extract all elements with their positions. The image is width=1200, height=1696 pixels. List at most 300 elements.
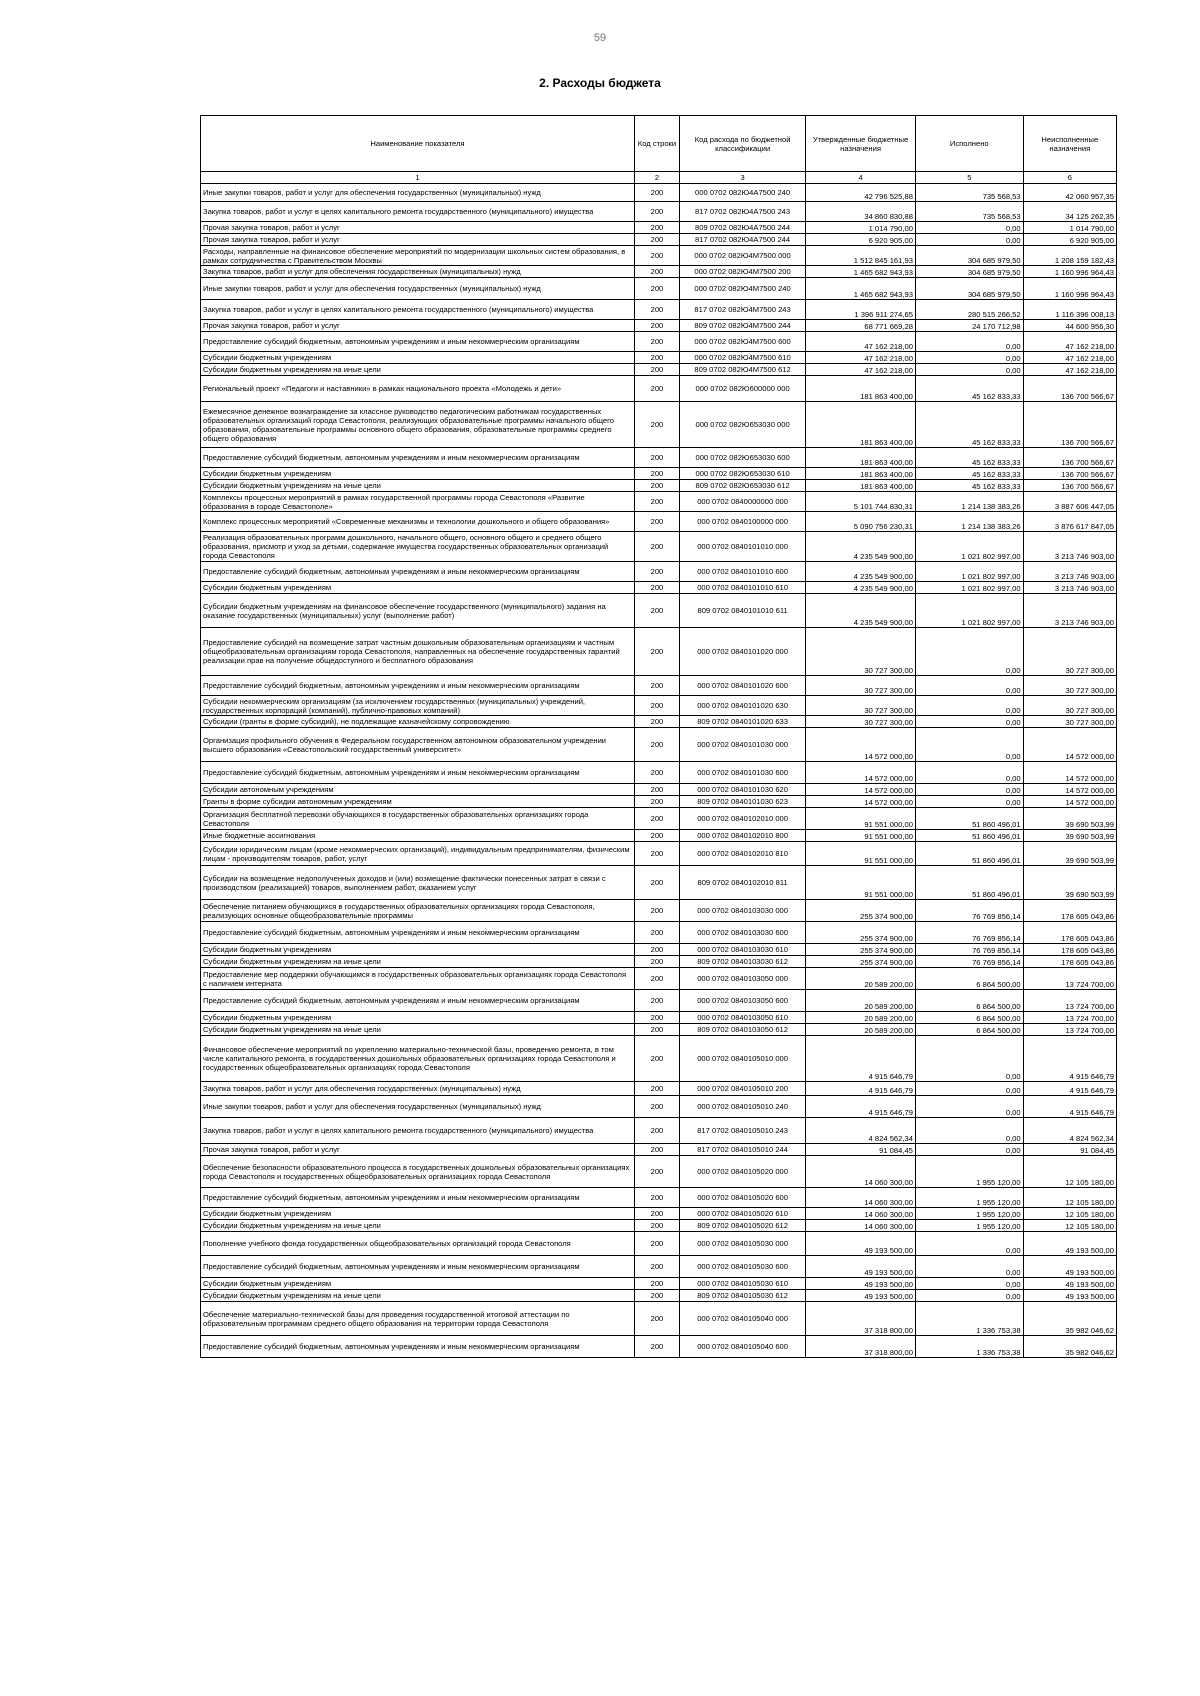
row-unexecuted: 49 193 500,00 <box>1023 1256 1116 1278</box>
row-unexecuted: 49 193 500,00 <box>1023 1278 1116 1290</box>
row-executed: 0,00 <box>915 352 1023 364</box>
row-approved: 181 863 400,00 <box>806 480 916 492</box>
row-approved: 14 572 000,00 <box>806 784 916 796</box>
row-name: Субсидии бюджетным учреждениям <box>201 944 635 956</box>
row-name: Субсидии (гранты в форме субсидий), не подлежащие казначейскому сопровождению <box>201 716 635 728</box>
row-budget-code: 817 0702 082Ю4А7500 243 <box>680 202 806 222</box>
row-name: Субсидии бюджетным учреждениям на финансовое обеспечение государственного (муниципального) задания на оказание государственных (муниципальных) услуг (выполнение работ) <box>201 594 635 628</box>
row-approved: 6 920 905,00 <box>806 234 916 246</box>
row-unexecuted: 30 727 300,00 <box>1023 676 1116 696</box>
row-budget-code: 000 0702 0840103030 600 <box>680 922 806 944</box>
row-budget-code: 000 0702 0840105020 610 <box>680 1208 806 1220</box>
row-line-code: 200 <box>634 532 679 562</box>
row-line-code: 200 <box>634 1012 679 1024</box>
row-approved: 91 551 000,00 <box>806 830 916 842</box>
row-unexecuted: 136 700 566,67 <box>1023 376 1116 402</box>
row-name: Субсидии бюджетным учреждениям <box>201 1012 635 1024</box>
table-row <box>201 512 1117 532</box>
row-executed: 0,00 <box>915 628 1023 676</box>
row-approved: 181 863 400,00 <box>806 402 916 448</box>
row-unexecuted: 12 105 180,00 <box>1023 1220 1116 1232</box>
row-approved: 255 374 900,00 <box>806 900 916 922</box>
table-row <box>201 234 1117 246</box>
row-line-code: 200 <box>634 1302 679 1336</box>
row-unexecuted: 1 116 396 008,13 <box>1023 300 1116 320</box>
row-budget-code: 000 0702 0840101010 600 <box>680 562 806 582</box>
table-row <box>201 944 1117 956</box>
row-budget-code: 809 0702 082Ю4А7500 244 <box>680 222 806 234</box>
row-name: Организация профильного обучения в Федеральном государственном автономном образовательном учреждении высшего образования «Севастопольский государственный университет» <box>201 728 635 762</box>
column-number: 3 <box>680 172 806 184</box>
row-line-code: 200 <box>634 784 679 796</box>
row-approved: 4 235 549 900,00 <box>806 582 916 594</box>
row-approved: 20 589 200,00 <box>806 968 916 990</box>
row-line-code: 200 <box>634 1144 679 1156</box>
row-unexecuted: 3 213 746 903,00 <box>1023 582 1116 594</box>
row-budget-code: 000 0702 0840101030 600 <box>680 762 806 784</box>
row-name: Субсидии бюджетным учреждениям на иные цели <box>201 1024 635 1036</box>
table-row <box>201 1256 1117 1278</box>
row-approved: 1 014 790,00 <box>806 222 916 234</box>
row-approved: 1 512 845 161,93 <box>806 246 916 266</box>
row-executed: 51 860 496,01 <box>915 842 1023 866</box>
row-budget-code: 000 0702 0840105030 000 <box>680 1232 806 1256</box>
row-executed: 0,00 <box>915 1278 1023 1290</box>
row-approved: 91 551 000,00 <box>806 866 916 900</box>
row-line-code: 200 <box>634 448 679 468</box>
row-budget-code: 809 0702 0840102010 811 <box>680 866 806 900</box>
row-executed: 1 021 802 997,00 <box>915 582 1023 594</box>
row-name: Предоставление субсидий бюджетным, автономным учреждениям и иным некоммерческим организациям <box>201 1256 635 1278</box>
row-budget-code: 000 0702 0840102010 000 <box>680 808 806 830</box>
row-budget-code: 000 0702 082Ю600000 000 <box>680 376 806 402</box>
row-executed: 0,00 <box>915 1290 1023 1302</box>
row-unexecuted: 35 982 046,62 <box>1023 1336 1116 1358</box>
table-header-row <box>201 116 1117 172</box>
row-line-code: 200 <box>634 1256 679 1278</box>
table-row <box>201 1082 1117 1096</box>
header-name: Наименование показателя <box>201 116 635 172</box>
row-unexecuted: 3 213 746 903,00 <box>1023 532 1116 562</box>
row-budget-code: 000 0702 0840102010 800 <box>680 830 806 842</box>
row-name: Субсидии бюджетным учреждениям на иные цели <box>201 480 635 492</box>
row-unexecuted: 4 915 646,79 <box>1023 1036 1116 1082</box>
row-unexecuted: 13 724 700,00 <box>1023 1012 1116 1024</box>
row-name: Субсидии бюджетным учреждениям на иные цели <box>201 956 635 968</box>
row-name: Закупка товаров, работ и услуг для обеспечения государственных (муниципальных) нужд <box>201 266 635 278</box>
row-line-code: 200 <box>634 266 679 278</box>
row-line-code: 200 <box>634 716 679 728</box>
table-row <box>201 1144 1117 1156</box>
table-row <box>201 492 1117 512</box>
row-executed: 51 860 496,01 <box>915 830 1023 842</box>
row-unexecuted: 14 572 000,00 <box>1023 728 1116 762</box>
row-budget-code: 000 0702 0840105010 240 <box>680 1096 806 1118</box>
row-unexecuted: 178 605 043,86 <box>1023 956 1116 968</box>
row-unexecuted: 12 105 180,00 <box>1023 1208 1116 1220</box>
header-executed: Исполнено <box>915 116 1023 172</box>
row-approved: 42 796 525,88 <box>806 184 916 202</box>
row-executed: 51 860 496,01 <box>915 808 1023 830</box>
table-row <box>201 842 1117 866</box>
row-unexecuted: 4 915 646,79 <box>1023 1096 1116 1118</box>
table-row <box>201 830 1117 842</box>
row-name: Комплекс процессных мероприятий «Современные механизмы и технологии дошкольного и общего образования» <box>201 512 635 532</box>
row-name: Предоставление субсидий бюджетным, автономным учреждениям и иным некоммерческим организациям <box>201 1188 635 1208</box>
row-line-code: 200 <box>634 990 679 1012</box>
row-line-code: 200 <box>634 594 679 628</box>
row-budget-code: 817 0702 0840105010 244 <box>680 1144 806 1156</box>
row-unexecuted: 39 690 503,99 <box>1023 830 1116 842</box>
table-row <box>201 332 1117 352</box>
row-name: Иные закупки товаров, работ и услуг для обеспечения государственных (муниципальных) нужд <box>201 184 635 202</box>
table-row <box>201 1036 1117 1082</box>
row-unexecuted: 30 727 300,00 <box>1023 716 1116 728</box>
row-approved: 255 374 900,00 <box>806 944 916 956</box>
row-budget-code: 817 0702 082Ю4М7500 243 <box>680 300 806 320</box>
row-executed: 0,00 <box>915 716 1023 728</box>
row-budget-code: 000 0702 0840105040 600 <box>680 1336 806 1358</box>
row-approved: 14 572 000,00 <box>806 796 916 808</box>
row-line-code: 200 <box>634 1278 679 1290</box>
row-budget-code: 809 0702 082Ю4М7500 244 <box>680 320 806 332</box>
row-executed: 76 769 856,14 <box>915 900 1023 922</box>
row-unexecuted: 1 208 159 182,43 <box>1023 246 1116 266</box>
row-unexecuted: 136 700 566,67 <box>1023 480 1116 492</box>
row-executed: 76 769 856,14 <box>915 944 1023 956</box>
table-row <box>201 246 1117 266</box>
row-approved: 30 727 300,00 <box>806 716 916 728</box>
row-line-code: 200 <box>634 796 679 808</box>
row-unexecuted: 136 700 566,67 <box>1023 448 1116 468</box>
row-approved: 47 162 218,00 <box>806 352 916 364</box>
row-line-code: 200 <box>634 246 679 266</box>
row-executed: 1 214 138 383,26 <box>915 492 1023 512</box>
row-executed: 1 955 120,00 <box>915 1208 1023 1220</box>
row-approved: 4 915 646,79 <box>806 1036 916 1082</box>
table-row <box>201 320 1117 332</box>
row-unexecuted: 39 690 503,99 <box>1023 808 1116 830</box>
row-name: Закупка товаров, работ и услуг в целях капитального ремонта государственного (муниципального) имущества <box>201 202 635 222</box>
row-line-code: 200 <box>634 562 679 582</box>
row-approved: 14 060 300,00 <box>806 1220 916 1232</box>
row-unexecuted: 49 193 500,00 <box>1023 1290 1116 1302</box>
row-executed: 6 864 500,00 <box>915 990 1023 1012</box>
row-budget-code: 809 0702 0840105020 612 <box>680 1220 806 1232</box>
row-unexecuted: 4 824 562,34 <box>1023 1118 1116 1144</box>
row-unexecuted: 39 690 503,99 <box>1023 842 1116 866</box>
row-approved: 20 589 200,00 <box>806 990 916 1012</box>
row-budget-code: 809 0702 082Ю653030 612 <box>680 480 806 492</box>
row-unexecuted: 178 605 043,86 <box>1023 922 1116 944</box>
row-approved: 4 235 549 900,00 <box>806 532 916 562</box>
row-executed: 280 515 266,52 <box>915 300 1023 320</box>
row-line-code: 200 <box>634 1024 679 1036</box>
row-unexecuted: 34 125 262,35 <box>1023 202 1116 222</box>
table-row <box>201 1290 1117 1302</box>
row-line-code: 200 <box>634 1036 679 1082</box>
row-budget-code: 000 0702 0840105020 600 <box>680 1188 806 1208</box>
page-number: 59 <box>593 32 607 44</box>
row-executed: 0,00 <box>915 762 1023 784</box>
row-budget-code: 000 0702 0840105020 000 <box>680 1156 806 1188</box>
column-number: 4 <box>806 172 916 184</box>
row-approved: 34 860 830,88 <box>806 202 916 222</box>
row-line-code: 200 <box>634 762 679 784</box>
row-budget-code: 000 0702 082Ю4М7500 600 <box>680 332 806 352</box>
row-approved: 30 727 300,00 <box>806 676 916 696</box>
row-unexecuted: 14 572 000,00 <box>1023 762 1116 784</box>
row-budget-code: 000 0702 082Ю4М7500 610 <box>680 352 806 364</box>
row-name: Предоставление мер поддержки обучающимся в государственных образовательных организациях города Севастополя с наличием интерната <box>201 968 635 990</box>
row-line-code: 200 <box>634 830 679 842</box>
page-title: 2. Расходы бюджета <box>539 76 661 90</box>
row-line-code: 200 <box>634 944 679 956</box>
row-unexecuted: 39 690 503,99 <box>1023 866 1116 900</box>
row-line-code: 200 <box>634 1208 679 1220</box>
row-line-code: 200 <box>634 1082 679 1096</box>
row-approved: 14 572 000,00 <box>806 728 916 762</box>
row-name: Пополнение учебного фонда государственных общеобразовательных организаций города Севастополя <box>201 1232 635 1256</box>
row-name: Предоставление субсидий на возмещение затрат частным дошкольным образовательным организациям и частным общеобразовательным организациям города Севастополя, направленных на обеспечение государственных гарантий реализации прав на получение общедоступного и бесплатного образования <box>201 628 635 676</box>
row-executed: 0,00 <box>915 1036 1023 1082</box>
table-row <box>201 582 1117 594</box>
table-row <box>201 866 1117 900</box>
row-unexecuted: 6 920 905,00 <box>1023 234 1116 246</box>
row-line-code: 200 <box>634 222 679 234</box>
row-unexecuted: 13 724 700,00 <box>1023 1024 1116 1036</box>
table-row <box>201 266 1117 278</box>
table-row <box>201 716 1117 728</box>
table-row <box>201 1156 1117 1188</box>
row-executed: 1 021 802 997,00 <box>915 562 1023 582</box>
row-line-code: 200 <box>634 1156 679 1188</box>
row-line-code: 200 <box>634 278 679 300</box>
row-unexecuted: 3 887 606 447,05 <box>1023 492 1116 512</box>
row-unexecuted: 136 700 566,67 <box>1023 468 1116 480</box>
row-approved: 49 193 500,00 <box>806 1256 916 1278</box>
row-budget-code: 000 0702 082Ю653030 600 <box>680 448 806 468</box>
row-executed: 1 336 753,38 <box>915 1302 1023 1336</box>
row-unexecuted: 30 727 300,00 <box>1023 696 1116 716</box>
row-executed: 735 568,53 <box>915 202 1023 222</box>
table-row <box>201 762 1117 784</box>
row-name: Обеспечение питанием обучающихся в государственных образовательных организациях города Севастополя, реализующих основные общеобразовательные программы <box>201 900 635 922</box>
row-name: Предоставление субсидий бюджетным, автономным учреждениям и иным некоммерческим организациям <box>201 922 635 944</box>
row-approved: 1 465 682 943,93 <box>806 266 916 278</box>
row-name: Закупка товаров, работ и услуг в целях капитального ремонта государственного (муниципального) имущества <box>201 300 635 320</box>
row-line-code: 200 <box>634 1336 679 1358</box>
row-unexecuted: 1 160 996 964,43 <box>1023 278 1116 300</box>
row-executed: 1 021 802 997,00 <box>915 594 1023 628</box>
table-row <box>201 990 1117 1012</box>
row-name: Финансовое обеспечение мероприятий по укреплению материально-технической базы, проведению ремонта, в том числе капитального ремонта, в государственных дошкольных образовательных организациях города Севастополя и государственных общеобразовательных организациях города Севастополя <box>201 1036 635 1082</box>
row-executed: 0,00 <box>915 728 1023 762</box>
row-line-code: 200 <box>634 364 679 376</box>
header-unexecuted: Неисполненные назначения <box>1023 116 1116 172</box>
row-executed: 0,00 <box>915 1096 1023 1118</box>
row-name: Субсидии бюджетным учреждениям на иные цели <box>201 364 635 376</box>
row-line-code: 200 <box>634 1188 679 1208</box>
row-executed: 45 162 833,33 <box>915 448 1023 468</box>
row-approved: 181 863 400,00 <box>806 468 916 480</box>
row-budget-code: 809 0702 0840101020 633 <box>680 716 806 728</box>
row-line-code: 200 <box>634 582 679 594</box>
table-row <box>201 808 1117 830</box>
header-line-code: Код строки <box>634 116 679 172</box>
row-line-code: 200 <box>634 332 679 352</box>
row-approved: 1 396 911 274,65 <box>806 300 916 320</box>
row-executed: 45 162 833,33 <box>915 480 1023 492</box>
row-executed: 0,00 <box>915 1256 1023 1278</box>
row-name: Субсидии юридическим лицам (кроме некоммерческих организаций), индивидуальным предпринимателям, физическим лицам - производителям товаров, работ, услуг <box>201 842 635 866</box>
row-line-code: 200 <box>634 202 679 222</box>
row-executed: 6 864 500,00 <box>915 1012 1023 1024</box>
row-budget-code: 817 0702 0840105010 243 <box>680 1118 806 1144</box>
row-name: Иные закупки товаров, работ и услуг для обеспечения государственных (муниципальных) нужд <box>201 278 635 300</box>
table-row <box>201 480 1117 492</box>
row-name: Организация бесплатной перевозки обучающихся в государственных образовательных организациях города Севастополя <box>201 808 635 830</box>
row-budget-code: 809 0702 0840101010 611 <box>680 594 806 628</box>
expenses-table <box>200 115 1117 1358</box>
row-unexecuted: 3 213 746 903,00 <box>1023 594 1116 628</box>
row-executed: 0,00 <box>915 676 1023 696</box>
row-unexecuted: 3 213 746 903,00 <box>1023 562 1116 582</box>
column-number: 5 <box>915 172 1023 184</box>
row-budget-code: 809 0702 0840103050 612 <box>680 1024 806 1036</box>
row-unexecuted: 42 060 957,35 <box>1023 184 1116 202</box>
row-line-code: 200 <box>634 1220 679 1232</box>
row-unexecuted: 13 724 700,00 <box>1023 968 1116 990</box>
row-approved: 1 465 682 943,93 <box>806 278 916 300</box>
row-budget-code: 000 0702 082Ю4М7500 200 <box>680 266 806 278</box>
row-line-code: 200 <box>634 352 679 364</box>
row-executed: 0,00 <box>915 234 1023 246</box>
row-name: Иные закупки товаров, работ и услуг для обеспечения государственных (муниципальных) нужд <box>201 1096 635 1118</box>
row-approved: 91 551 000,00 <box>806 808 916 830</box>
row-budget-code: 000 0702 0840101030 000 <box>680 728 806 762</box>
table-row <box>201 1208 1117 1220</box>
row-unexecuted: 178 605 043,86 <box>1023 900 1116 922</box>
row-budget-code: 000 0702 0840105010 200 <box>680 1082 806 1096</box>
row-line-code: 200 <box>634 808 679 830</box>
row-name: Предоставление субсидий бюджетным, автономным учреждениям и иным некоммерческим организациям <box>201 448 635 468</box>
row-line-code: 200 <box>634 320 679 332</box>
column-number-row <box>201 172 1117 184</box>
row-name: Обеспечение материально-технической базы для проведения государственной итоговой аттестации по образовательным программам среднего общего образования на территории города Севастополя <box>201 1302 635 1336</box>
row-executed: 1 021 802 997,00 <box>915 532 1023 562</box>
row-line-code: 200 <box>634 512 679 532</box>
table-row <box>201 278 1117 300</box>
row-executed: 0,00 <box>915 1082 1023 1096</box>
row-executed: 76 769 856,14 <box>915 922 1023 944</box>
row-executed: 0,00 <box>915 1118 1023 1144</box>
row-executed: 45 162 833,33 <box>915 468 1023 480</box>
row-unexecuted: 47 162 218,00 <box>1023 332 1116 352</box>
row-unexecuted: 178 605 043,86 <box>1023 944 1116 956</box>
row-approved: 4 235 549 900,00 <box>806 562 916 582</box>
row-line-code: 200 <box>634 402 679 448</box>
row-budget-code: 000 0702 0840103050 610 <box>680 1012 806 1024</box>
row-line-code: 200 <box>634 842 679 866</box>
row-executed: 735 568,53 <box>915 184 1023 202</box>
row-name: Закупка товаров, работ и услуг для обеспечения государственных (муниципальных) нужд <box>201 1082 635 1096</box>
row-unexecuted: 14 572 000,00 <box>1023 784 1116 796</box>
row-executed: 0,00 <box>915 332 1023 352</box>
row-approved: 4 235 549 900,00 <box>806 594 916 628</box>
table-row <box>201 352 1117 364</box>
row-line-code: 200 <box>634 696 679 716</box>
table-row <box>201 376 1117 402</box>
row-approved: 20 589 200,00 <box>806 1024 916 1036</box>
row-line-code: 200 <box>634 728 679 762</box>
row-approved: 47 162 218,00 <box>806 332 916 352</box>
table-row <box>201 1278 1117 1290</box>
table-row <box>201 922 1117 944</box>
row-name: Прочая закупка товаров, работ и услуг <box>201 320 635 332</box>
row-approved: 181 863 400,00 <box>806 376 916 402</box>
table-row <box>201 1118 1117 1144</box>
row-budget-code: 000 0702 0840103050 600 <box>680 990 806 1012</box>
row-approved: 37 318 800,00 <box>806 1336 916 1358</box>
row-line-code: 200 <box>634 922 679 944</box>
row-unexecuted: 13 724 700,00 <box>1023 990 1116 1012</box>
table-row <box>201 1012 1117 1024</box>
row-name: Предоставление субсидий бюджетным, автономным учреждениям и иным некоммерческим организациям <box>201 676 635 696</box>
row-name: Прочая закупка товаров, работ и услуг <box>201 234 635 246</box>
row-budget-code: 000 0702 0840105040 000 <box>680 1302 806 1336</box>
row-line-code: 200 <box>634 900 679 922</box>
row-approved: 37 318 800,00 <box>806 1302 916 1336</box>
row-approved: 14 060 300,00 <box>806 1188 916 1208</box>
row-name: Субсидии бюджетным учреждениям на иные цели <box>201 1220 635 1232</box>
row-approved: 14 060 300,00 <box>806 1208 916 1220</box>
row-executed: 6 864 500,00 <box>915 968 1023 990</box>
row-budget-code: 000 0702 0840105030 600 <box>680 1256 806 1278</box>
row-budget-code: 817 0702 082Ю4А7500 244 <box>680 234 806 246</box>
row-budget-code: 000 0702 0840101020 000 <box>680 628 806 676</box>
row-budget-code: 000 0702 0840101020 600 <box>680 676 806 696</box>
row-unexecuted: 3 876 617 847,05 <box>1023 512 1116 532</box>
row-unexecuted: 49 193 500,00 <box>1023 1232 1116 1256</box>
row-name: Субсидии бюджетным учреждениям <box>201 468 635 480</box>
row-approved: 5 101 744 830,31 <box>806 492 916 512</box>
row-approved: 14 572 000,00 <box>806 762 916 784</box>
row-budget-code: 000 0702 082Ю653030 610 <box>680 468 806 480</box>
row-name: Субсидии автономным учреждениям <box>201 784 635 796</box>
row-budget-code: 000 0702 0840000000 000 <box>680 492 806 512</box>
row-line-code: 200 <box>634 628 679 676</box>
row-line-code: 200 <box>634 968 679 990</box>
row-executed: 0,00 <box>915 364 1023 376</box>
row-line-code: 200 <box>634 1096 679 1118</box>
row-name: Субсидии на возмещение недополученных доходов и (или) возмещение фактически понесенных затрат в связи с производством (реализацией) товаров, выполнением работ, оказанием услуг <box>201 866 635 900</box>
table-row <box>201 628 1117 676</box>
row-name: Закупка товаров, работ и услуг в целях капитального ремонта государственного (муниципального) имущества <box>201 1118 635 1144</box>
table-row <box>201 784 1117 796</box>
row-executed: 51 860 496,01 <box>915 866 1023 900</box>
row-name: Региональный проект «Педагоги и наставники» в рамках национального проекта «Молодежь и дети» <box>201 376 635 402</box>
row-executed: 1 955 120,00 <box>915 1188 1023 1208</box>
header-approved: Утвержденные бюджетные назначения <box>806 116 916 172</box>
row-approved: 14 060 300,00 <box>806 1156 916 1188</box>
row-executed: 304 685 979,50 <box>915 278 1023 300</box>
table-row <box>201 1188 1117 1208</box>
row-line-code: 200 <box>634 1118 679 1144</box>
row-executed: 304 685 979,50 <box>915 246 1023 266</box>
row-line-code: 200 <box>634 492 679 512</box>
row-unexecuted: 14 572 000,00 <box>1023 796 1116 808</box>
